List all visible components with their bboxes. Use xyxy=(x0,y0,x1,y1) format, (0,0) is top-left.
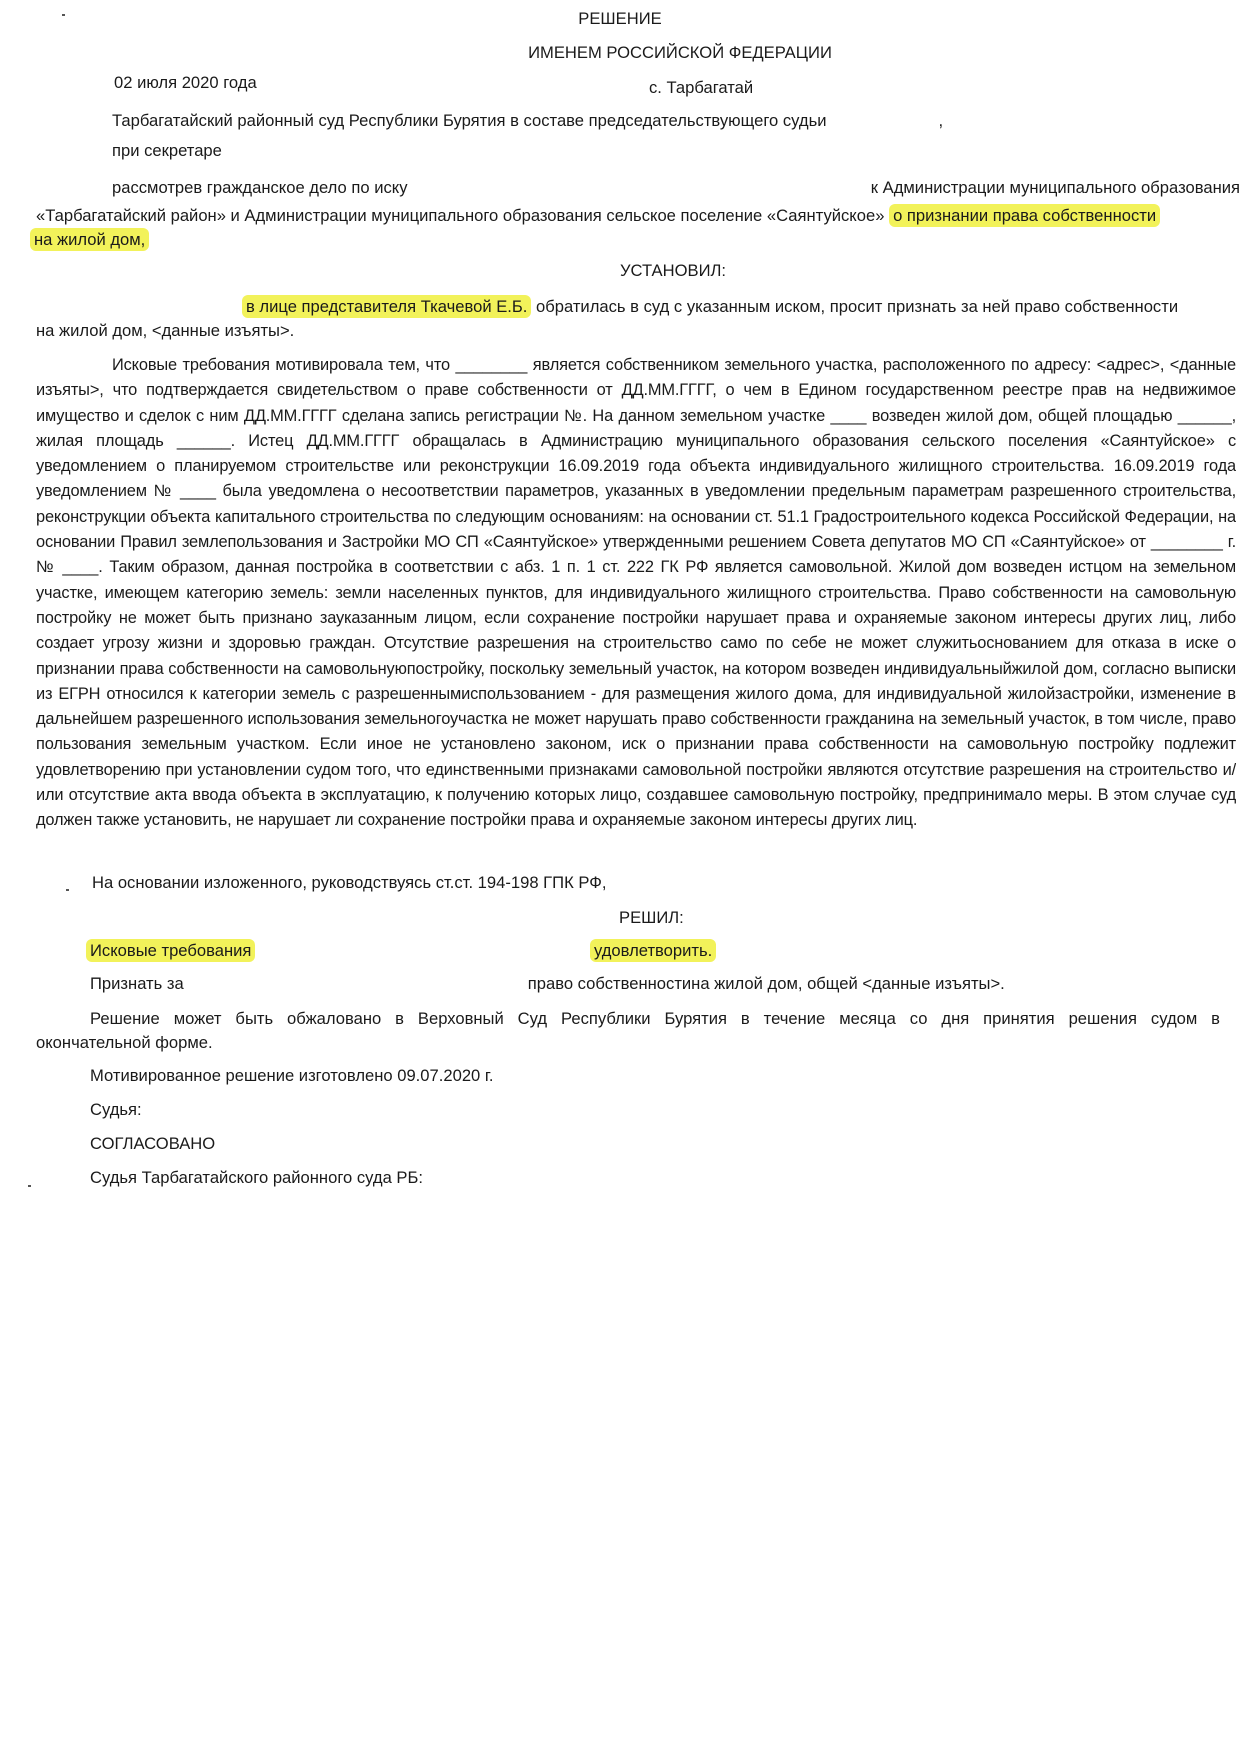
court-composition-text: Тарбагатайский районный суд Республики Бурятия в составе председательствующего судьи xyxy=(112,111,827,130)
document-title: РЕШЕНИЕ xyxy=(578,9,662,28)
case-start: рассмотрев гражданское дело по иску xyxy=(112,178,408,197)
document-subtitle: ИМЕНЕМ РОССИЙСКОЙ ФЕДЕРАЦИИ xyxy=(528,43,832,62)
case-line-1 xyxy=(112,177,1240,199)
case-line-2 xyxy=(36,205,1160,227)
case-respondent: к Администрации муниципального образования xyxy=(870,178,1240,197)
claims-label-highlight: Исковые требования xyxy=(86,939,255,962)
approved-line: СОГЛАСОВАНО xyxy=(90,1134,216,1153)
recognize-end: право собственностина жилой дом, общей <данные изъяты>. xyxy=(527,974,1005,993)
representative-highlight: в лице представителя Ткачевой Е.Б. xyxy=(242,295,531,318)
secretary-line: при секретаре xyxy=(112,141,222,160)
claims-result-line xyxy=(590,940,716,962)
decision-place: с. Тарбагатай xyxy=(649,78,754,97)
established-claim-line xyxy=(242,296,1178,318)
court-composition-end: , xyxy=(938,111,944,130)
established-claim-line-2: на жилой дом, <данные изъяты>. xyxy=(36,321,295,340)
scan-speck xyxy=(62,14,65,16)
case-line-3 xyxy=(30,229,149,251)
recognize-start: Признать за xyxy=(90,974,184,993)
appeal-line-2: окончательной форме. xyxy=(36,1033,213,1052)
scan-speck xyxy=(66,889,69,891)
case-respondents: «Тарбагатайский район» и Администрации муниципального образования сельское поселение «Саянтуйское» xyxy=(36,206,885,225)
established-body: Исковые требования мотивировала тем, что ________ является собственником земельного участка, расположенного по адресу: <адрес>, <данные изъяты>, что подтверждается свидетельством о праве собственности от ДД.ММ.ГГГГ, о чем в Едином государственном реестре прав на недвижимое имущество и сделок с ним ДД.ММ.ГГГГ сделана запись регистрации №. На данном земельном участке ____ возведен жилой дом, общей площадью ______, жилая площадь ______. Истец ДД.ММ.ГГГГ обращалась в Администрацию муниципального образования сельского поселения «Саянтуйское» с уведомлением о планируемом строительстве или реконструкции 16.09.2019 года объекта индивидуального жилищного строительства. 16.09.2019 года уведомлением № ____ была уведомлена о несоответствии параметров, указанных в уведомлении предельным параметрам разрешенного строительства, реконструкции объекта капитального строительства по следующим основаниям: на основании ст. 51.1 Градостроительного кодекса Российской Федерации, на основании Правил землепользования и Застройки МО СП «Саянтуйское» утвержденными решением Совета депутатов МО СП «Саянтуйское» от ________ г. № ____. Таким образом, данная постройка в соответствии с абз. 1 п. 1 ст. 222 ГК РФ является самовольной. Жилой дом возведен истцом на земельном участке, имеющем категорию земель: земли населенных пунктов, для индивидуального жилищного строительства. Право собственности на самовольную постройку не может быть признано зауказанным лицом, если сохранение постройки нарушает права и охраняемые законом интересы других лиц, либо создает угрозу жизни и здоровью граждан. Отсутствие разрешения на строительство само по себе не может служитьоснованием для отказа в иске о признании права собственности на самовольнуюпостройку, поскольку земельный участок, на котором возведен индивидуальныйжилой дом, согласно выписки из ЕГРН относился к категории земель с разрешеннымиспользованием - для размещения жилого дома, для индивидуальной жилойзастройки, изменение в дальнейшем разрешенного использования земельногоучастка не может нарушать право собственности гражданина на земельный участок, в том числе, право пользования земельным участком. Если иное не установлено законом, иск о признании права собственности на самовольную постройку подлежит удовлетворению при установлении судом того, что единственными признаками самовольной постройки являются отсутствие разрешения на строительство и/или отсутствие акта ввода объекта в эксплуатацию, к получению которых лицо, создавшее самовольную постройку, предпринимало меры. В этом случае суд должен также установить, не нарушает ли сохранение постройки права и охраняемые законом интересы других лиц. xyxy=(36,356,1236,830)
court-composition xyxy=(112,110,943,132)
scan-speck xyxy=(28,1185,31,1187)
case-subject-highlight: о признании права собственности xyxy=(889,204,1160,227)
judge-court-line: Судья Тарбагатайского районного суда РБ: xyxy=(90,1168,423,1187)
decided-heading: РЕШИЛ: xyxy=(619,908,684,927)
appeal-line-1: Решение может быть обжаловано в Верховный Суд Республики Бурятия в течение месяца со дня принятия решения судом в xyxy=(90,1009,1220,1028)
recognize-line xyxy=(90,973,1005,995)
judge-line: Судья: xyxy=(90,1100,142,1119)
motivated-date: Мотивированное решение изготовлено 09.07.2020 г. xyxy=(90,1066,494,1085)
case-subject-highlight-2: на жилой дом, xyxy=(30,228,149,251)
claims-label-line xyxy=(86,940,255,962)
basis-line: На основании изложенного, руководствуясь ст.ст. 194-198 ГПК РФ, xyxy=(92,873,607,892)
decision-date: 02 июля 2020 года xyxy=(114,73,257,92)
claim-rest: обратилась в суд с указанным иском, просит признать за ней право собственности xyxy=(536,297,1179,316)
claims-result-highlight: удовлетворить. xyxy=(590,939,716,962)
established-heading: УСТАНОВИЛ: xyxy=(620,261,727,280)
